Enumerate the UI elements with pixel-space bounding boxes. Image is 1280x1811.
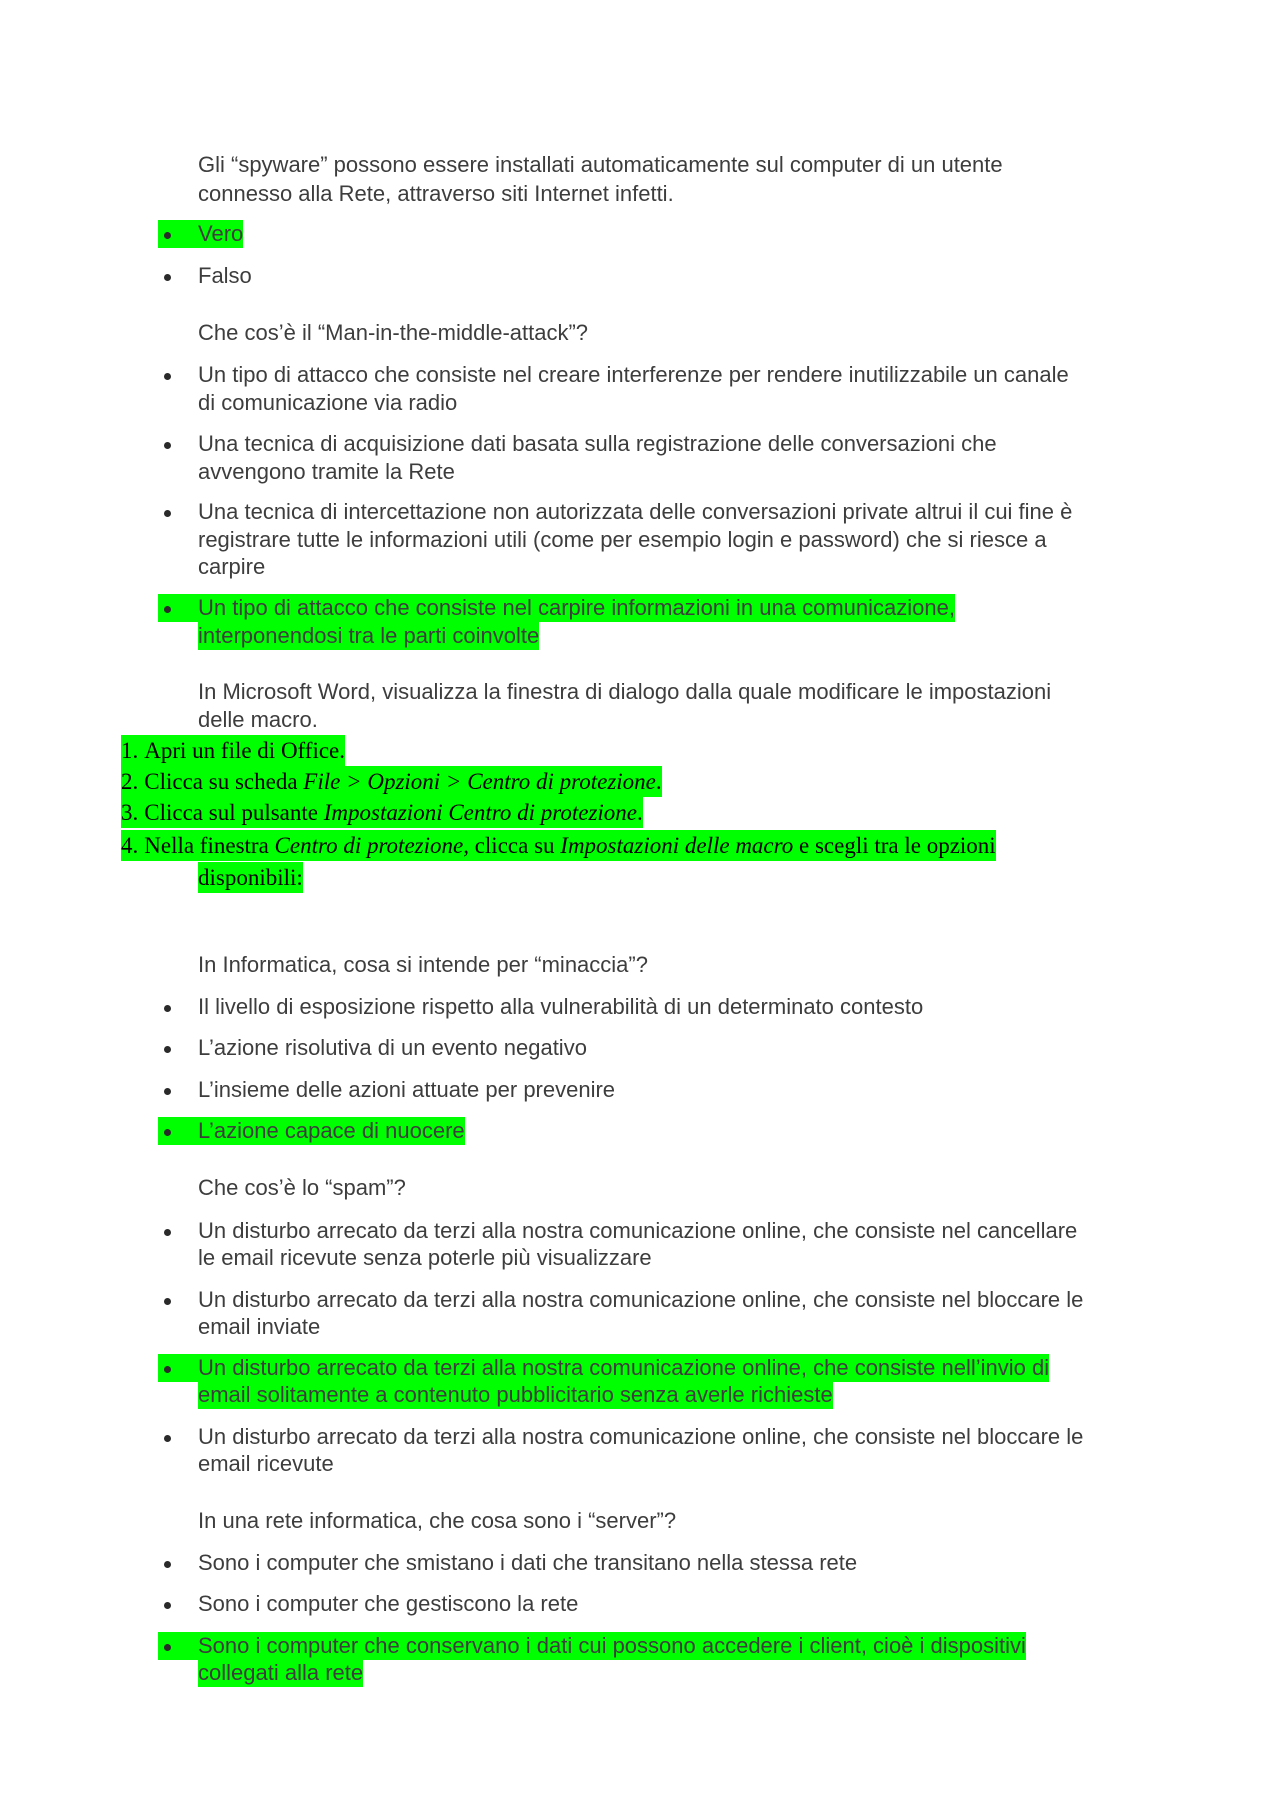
- step-text: disponibili:: [198, 862, 303, 893]
- answer-line: [158, 1286, 1083, 1314]
- answer-option-text: L’insieme delle azioni attuate per prevenire: [198, 1077, 616, 1102]
- bullet-icon: [158, 220, 198, 248]
- step-number: 1.: [121, 738, 139, 763]
- answer-option-text: Falso: [198, 263, 252, 288]
- question-text: Che cos’è il “Man-in-the-middle-attack”?: [198, 320, 589, 345]
- answer-option-text: Un disturbo arrecato da terzi alla nostra comunicazione online, che consiste nel bloccare le: [198, 1287, 1084, 1312]
- step-text: .: [655, 769, 662, 794]
- step-text: Nella finestra: [144, 833, 275, 858]
- answer-line: [158, 498, 1072, 526]
- answer-option-text: Una tecnica di acquisizione dati basata sulla registrazione delle conversazioni che: [198, 431, 997, 456]
- answer-line: [158, 262, 252, 290]
- bullet-icon: [158, 594, 198, 622]
- answer-line: [158, 594, 955, 622]
- answer-line: [158, 1217, 1077, 1245]
- question-text: Che cos’è lo “spam”?: [198, 1175, 406, 1200]
- answer-line: [158, 1590, 578, 1618]
- answer-option-text: email solitamente a contenuto pubblicitario senza averle richieste: [198, 1382, 833, 1407]
- bullet-icon: [158, 1034, 198, 1062]
- answer-option-text: collegati alla rete: [198, 1660, 364, 1685]
- answer-line: [158, 361, 1069, 389]
- instruction-step: [121, 735, 345, 766]
- answer-line: [158, 1117, 465, 1145]
- bullet-icon: [158, 1217, 198, 1245]
- answer-line: [158, 220, 243, 248]
- question-text: In Microsoft Word, visualizza la finestra di dialogo dalla quale modificare le impostazioni: [198, 679, 1052, 704]
- answer-option-text: Sono i computer che gestiscono la rete: [198, 1591, 579, 1616]
- step-line: [121, 797, 643, 828]
- bullet-icon: [158, 1117, 198, 1145]
- answer-option-text: avvengono tramite la Rete: [198, 459, 455, 484]
- step-text: e scegli tra le opzioni: [793, 833, 996, 858]
- answer-option-text: Un tipo di attacco che consiste nel creare interferenze per rendere inutilizzabile un canale: [198, 362, 1069, 387]
- step-text: .: [637, 800, 643, 825]
- question-text: delle macro.: [198, 707, 318, 732]
- step-text: File > Opzioni > Centro di protezione: [303, 769, 656, 794]
- step-text: Centro di protezione,: [274, 833, 469, 858]
- answer-option-text: Un tipo di attacco che consiste nel carpire informazioni in una comunicazione,: [198, 595, 955, 620]
- step-line: [121, 766, 662, 797]
- bullet-icon: [158, 1423, 198, 1451]
- answer-option-text: L’azione capace di nuocere: [198, 1118, 465, 1143]
- instruction-step-continuation: [198, 862, 303, 893]
- answer-option-text: Una tecnica di intercettazione non autorizzata delle conversazioni private altrui il cui fine è: [198, 499, 1073, 524]
- instruction-step: [121, 797, 643, 828]
- answer-line: [158, 1549, 857, 1577]
- step-text: Clicca sul pulsante: [144, 800, 324, 825]
- answer-line: [158, 1354, 1049, 1382]
- answer-option-text: Sono i computer che conservano i dati cui possono accedere i client, cioè i dispositivi: [198, 1633, 1026, 1658]
- answer-option-text: Sono i computer che smistano i dati che transitano nella stessa rete: [198, 1550, 858, 1575]
- step-text: Impostazioni Centro di protezione: [323, 800, 638, 825]
- answer-option-text: registrare tutte le informazioni utili (come per esempio login e password) che si riesce a: [198, 527, 1047, 552]
- answer-option-text: email inviate: [198, 1314, 321, 1339]
- step-number: 3.: [121, 800, 139, 825]
- bullet-icon: [158, 498, 198, 526]
- bullet-icon: [158, 1354, 198, 1382]
- bullet-icon: [158, 430, 198, 458]
- step-text: Apri un file di Office.: [144, 738, 346, 763]
- answer-option-text: Un disturbo arrecato da terzi alla nostra comunicazione online, che consiste nel bloccare le: [198, 1424, 1084, 1449]
- step-line: [121, 830, 996, 861]
- question-text: In Informatica, cosa si intende per “minaccia”?: [198, 952, 648, 977]
- step-text: clicca su: [468, 833, 561, 858]
- answer-line: [158, 1034, 587, 1062]
- bullet-icon: [158, 1076, 198, 1104]
- answer-line: [158, 430, 997, 458]
- answer-line: [158, 1423, 1083, 1451]
- question-text: In una rete informatica, che cosa sono i “server”?: [198, 1508, 677, 1533]
- answer-option-text: interponendosi tra le parti coinvolte: [198, 623, 540, 648]
- bullet-icon: [158, 1286, 198, 1314]
- answer-option-text: Il livello di esposizione rispetto alla vulnerabilità di un determinato contesto: [198, 994, 924, 1019]
- bullet-icon: [158, 993, 198, 1021]
- answer-option-text: di comunicazione via radio: [198, 390, 458, 415]
- answer-option-text: Vero: [198, 221, 244, 246]
- bullet-icon: [158, 1632, 198, 1660]
- step-number: 2.: [121, 769, 139, 794]
- answer-option-text: Un disturbo arrecato da terzi alla nostra comunicazione online, che consiste nell’invio di: [198, 1355, 1050, 1380]
- bullet-icon: [158, 361, 198, 389]
- step-number: 4.: [121, 833, 139, 858]
- bullet-icon: [158, 1549, 198, 1577]
- answer-option-text: Un disturbo arrecato da terzi alla nostra comunicazione online, che consiste nel cancellare: [198, 1218, 1078, 1243]
- answer-option-text: email ricevute: [198, 1451, 334, 1476]
- question-text: Gli “spyware” possono essere installati automaticamente sul computer di un utente: [198, 152, 1003, 177]
- answer-option-text: carpire: [198, 554, 266, 579]
- step-text: Clicca su scheda: [144, 769, 304, 794]
- instruction-step: [121, 766, 662, 797]
- instruction-step: [121, 830, 996, 861]
- question-text: connesso alla Rete, attraverso siti Internet infetti.: [198, 181, 674, 206]
- bullet-icon: [158, 1590, 198, 1618]
- step-line: [121, 735, 345, 766]
- answer-option-text: le email ricevute senza poterle più visualizzare: [198, 1245, 652, 1270]
- step-text: Impostazioni delle macro: [560, 833, 794, 858]
- answer-line: [158, 1632, 1026, 1660]
- answer-option-text: L’azione risolutiva di un evento negativo: [198, 1035, 587, 1060]
- answer-line: [158, 1076, 615, 1104]
- bullet-icon: [158, 262, 198, 290]
- answer-line: [158, 993, 923, 1021]
